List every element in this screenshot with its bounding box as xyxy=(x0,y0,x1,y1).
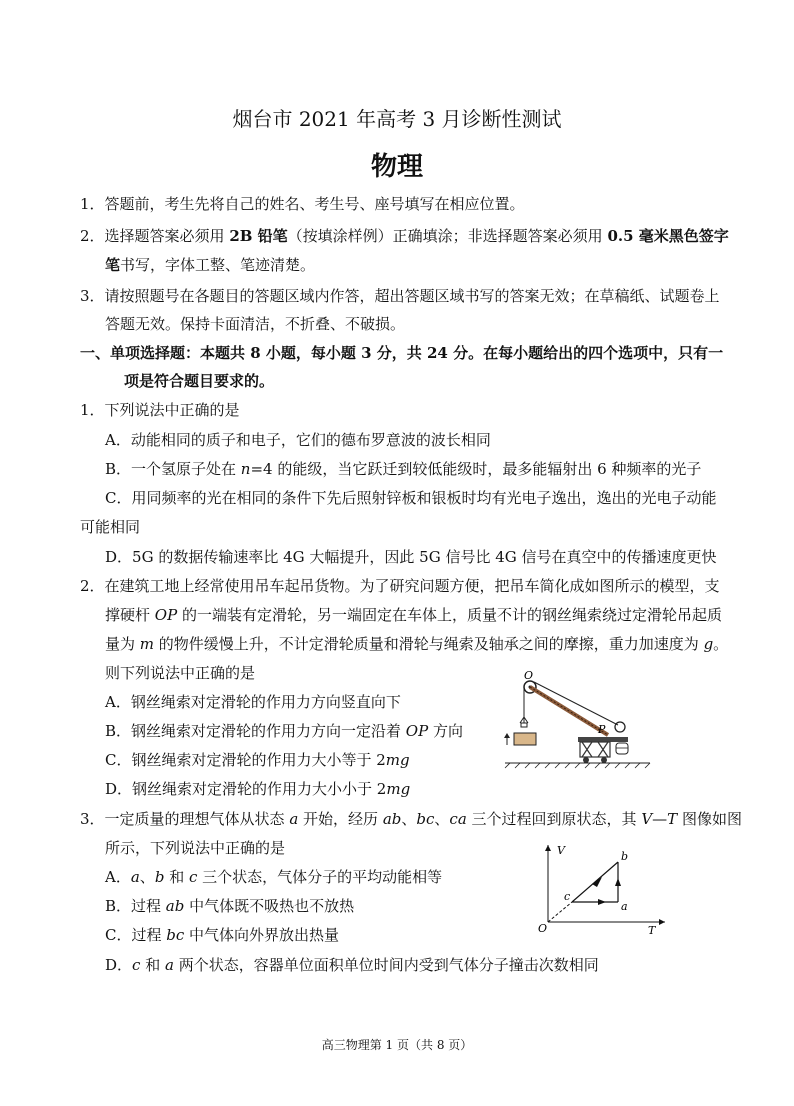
boom-hatch xyxy=(530,687,608,735)
stem-text: 撑硬杆 xyxy=(105,606,155,624)
variable: ab xyxy=(165,897,185,915)
variable: ca xyxy=(449,810,467,828)
variable: c xyxy=(188,868,198,886)
q3-option-b xyxy=(105,896,354,916)
axis-label-t: T xyxy=(648,924,656,935)
variable: a xyxy=(164,956,174,974)
pulley-cab xyxy=(615,722,625,732)
option-text: 和 xyxy=(164,868,189,886)
section-heading: 一、单项选择题：本题共 8 小题，每小题 3 分，共 24 分。在每小题给出的四个选项中，只有一 xyxy=(80,344,724,362)
truck-frame xyxy=(582,742,608,757)
question-3-stem xyxy=(80,809,742,829)
option-text: B．钢丝绳索对定滑轮的作用力方向一定沿着 xyxy=(105,722,406,740)
page-title: 烟台市 2021 年高考 3 月诊断性测试 xyxy=(232,107,562,131)
option-text: 中气体向外界放出热量 xyxy=(184,926,340,944)
stem-text: 的物件缓慢上升，不计定滑轮质量和滑轮与绳索及轴承之间的摩擦，重力加速度为 xyxy=(154,635,704,653)
figure-label-o: O xyxy=(524,669,534,682)
origin-label: O xyxy=(538,922,548,935)
option-text: A． xyxy=(105,868,131,886)
instruction-text: 选择题答案必须用 xyxy=(104,227,230,245)
stem-text: — xyxy=(652,810,668,828)
instruction-number: 1． xyxy=(80,195,105,213)
variable: mg xyxy=(386,780,411,798)
instruction-bold: 0.5 毫米黑色签字 xyxy=(607,227,729,245)
instruction-text: 书写，字体工整、笔迹清楚。 xyxy=(120,256,316,274)
truck-chassis xyxy=(580,742,610,757)
variable: a xyxy=(289,810,299,828)
figure-label-p: P xyxy=(598,723,606,736)
q3-option-d xyxy=(105,955,599,975)
option-text: B．一个氢原子处在 xyxy=(105,460,241,478)
stem-text: 量为 xyxy=(105,635,140,653)
option-text: B．过程 xyxy=(105,897,166,915)
option-text: =4 的能级，当它跃迁到较低能级时，最多能辐射出 6 种频率的光子 xyxy=(250,460,702,478)
question-2-stem-3 xyxy=(105,634,728,654)
instruction-bold: 笔 xyxy=(105,256,121,274)
variable: m xyxy=(139,635,155,653)
stem-text: 、 xyxy=(401,810,417,828)
section-heading-cont: 项是符合题目要求的。 xyxy=(124,372,275,390)
instruction-text: 答题前，考生先将自己的姓名、考生号、座号填写在相应位置。 xyxy=(104,195,525,213)
variable: c xyxy=(132,956,141,974)
arrow-ca xyxy=(598,899,606,905)
q1-option-d: D．5G 的数据传输速率比 4G 大幅提升，因此 5G 信号比 4G 信号在真空中的传播速度更快 xyxy=(105,548,717,566)
option-text: D． xyxy=(105,956,133,974)
question-2-stem-4: 则下列说法中正确的是 xyxy=(105,664,256,682)
drum-icon xyxy=(616,743,628,754)
option-text: C．过程 xyxy=(105,926,167,944)
q2-option-c xyxy=(105,750,410,770)
q1-option-c: C．用同频率的光在相同的条件下先后照射锌板和银板时均有光电子逸出，逸出的光电子动能 xyxy=(105,489,717,507)
instruction-text: （按填涂样例）正确填涂；非选择题答案必须用 xyxy=(287,227,608,245)
variable: b xyxy=(154,868,165,886)
option-text: 中气体既不吸热也不放热 xyxy=(184,897,355,915)
stem-text: 。 xyxy=(713,635,729,653)
wheel-icon xyxy=(583,757,589,763)
q2-option-d xyxy=(105,779,410,799)
option-text: D．钢丝绳索对定滑轮的作用力大小小于 2 xyxy=(105,780,387,798)
question-2-stem: 2．在建筑工地上经常使用吊车起吊货物。为了研究问题方便，把吊车简化成如图所示的模型，支 xyxy=(80,577,720,595)
ground-hatch xyxy=(505,763,650,768)
option-text: 和 xyxy=(140,956,165,974)
option-text: 三个状态，气体分子的平均动能相等 xyxy=(197,868,443,886)
instruction-1 xyxy=(80,194,525,214)
subject-title: 物理 xyxy=(370,152,423,182)
crane-figure xyxy=(500,665,660,775)
instruction-bold: 2B 铅笔 xyxy=(229,227,288,245)
variable: bc xyxy=(166,926,185,944)
up-arrowhead xyxy=(504,733,510,738)
instruction-2 xyxy=(80,226,729,246)
variable: ab xyxy=(382,810,402,828)
page-footer: 高三物理第 1 页（共 8 页） xyxy=(321,1038,473,1052)
option-text: C．钢丝绳索对定滑轮的作用力大小等于 2 xyxy=(105,751,386,769)
variable: mg xyxy=(385,751,410,769)
instruction-3-cont: 答题无效。保持卡面清洁，不折叠、不破损。 xyxy=(105,315,406,333)
variable: OP xyxy=(154,606,178,624)
instruction-2-cont xyxy=(105,255,315,275)
stem-text: 图像如图 xyxy=(677,810,742,828)
stem-text: 的一端装有定滑轮，另一端固定在车体上，质量不计的钢丝绳索绕过定滑轮吊起质 xyxy=(177,606,722,624)
q2-option-b xyxy=(105,721,463,741)
axis-label-v: V xyxy=(557,844,565,857)
instruction-3 xyxy=(80,286,720,306)
cargo-box xyxy=(514,733,536,745)
q1-option-c-cont: 可能相同 xyxy=(80,518,141,536)
q1-option-a: A．动能相同的质子和电子，它们的德布罗意波的波长相同 xyxy=(105,431,491,449)
point-label-a: a xyxy=(621,900,628,913)
variable: V xyxy=(641,810,653,828)
stem-text: 、 xyxy=(434,810,450,828)
option-text: 方向 xyxy=(428,722,463,740)
arrow-ab xyxy=(615,878,621,886)
stem-text: 开始，经历 xyxy=(298,810,383,828)
dashed-origin-line xyxy=(548,902,572,922)
q3-option-a xyxy=(105,867,442,887)
q2-option-a: A．钢丝绳索对定滑轮的作用力方向竖直向下 xyxy=(105,693,401,711)
stem-text: 三个过程回到原状态，其 xyxy=(466,810,642,828)
q1-option-b xyxy=(105,459,701,479)
question-1-stem: 1．下列说法中正确的是 xyxy=(80,401,240,419)
option-text: 、 xyxy=(139,868,155,886)
vt-graph xyxy=(530,840,670,935)
variable: a xyxy=(130,868,140,886)
stem-text: 3．一定质量的理想气体从状态 xyxy=(80,810,290,828)
variable: bc xyxy=(416,810,435,828)
truck-deck xyxy=(578,737,628,742)
rope-upper xyxy=(534,682,618,725)
point-label-b: b xyxy=(621,850,629,863)
variable: g xyxy=(703,635,714,653)
point-label-c: c xyxy=(564,890,571,903)
wheel-icon xyxy=(601,757,607,763)
variable: T xyxy=(667,810,678,828)
option-text: 两个状态，容器单位面积单位时间内受到气体分子撞击次数相同 xyxy=(173,956,599,974)
instruction-text: 请按照题号在各题目的答题区域内作答，超出答题区域书写的答案无效；在草稿纸、试题卷上 xyxy=(104,287,720,305)
arrow-bc xyxy=(592,877,602,887)
hook-block xyxy=(521,723,527,727)
q3-option-c xyxy=(105,925,339,945)
instruction-number: 3． xyxy=(80,287,105,305)
question-2-stem-2 xyxy=(105,605,722,625)
instruction-number: 2． xyxy=(80,227,105,245)
variable: n xyxy=(240,460,251,478)
variable: OP xyxy=(405,722,429,740)
question-3-stem-2: 所示，下列说法中正确的是 xyxy=(105,839,286,857)
